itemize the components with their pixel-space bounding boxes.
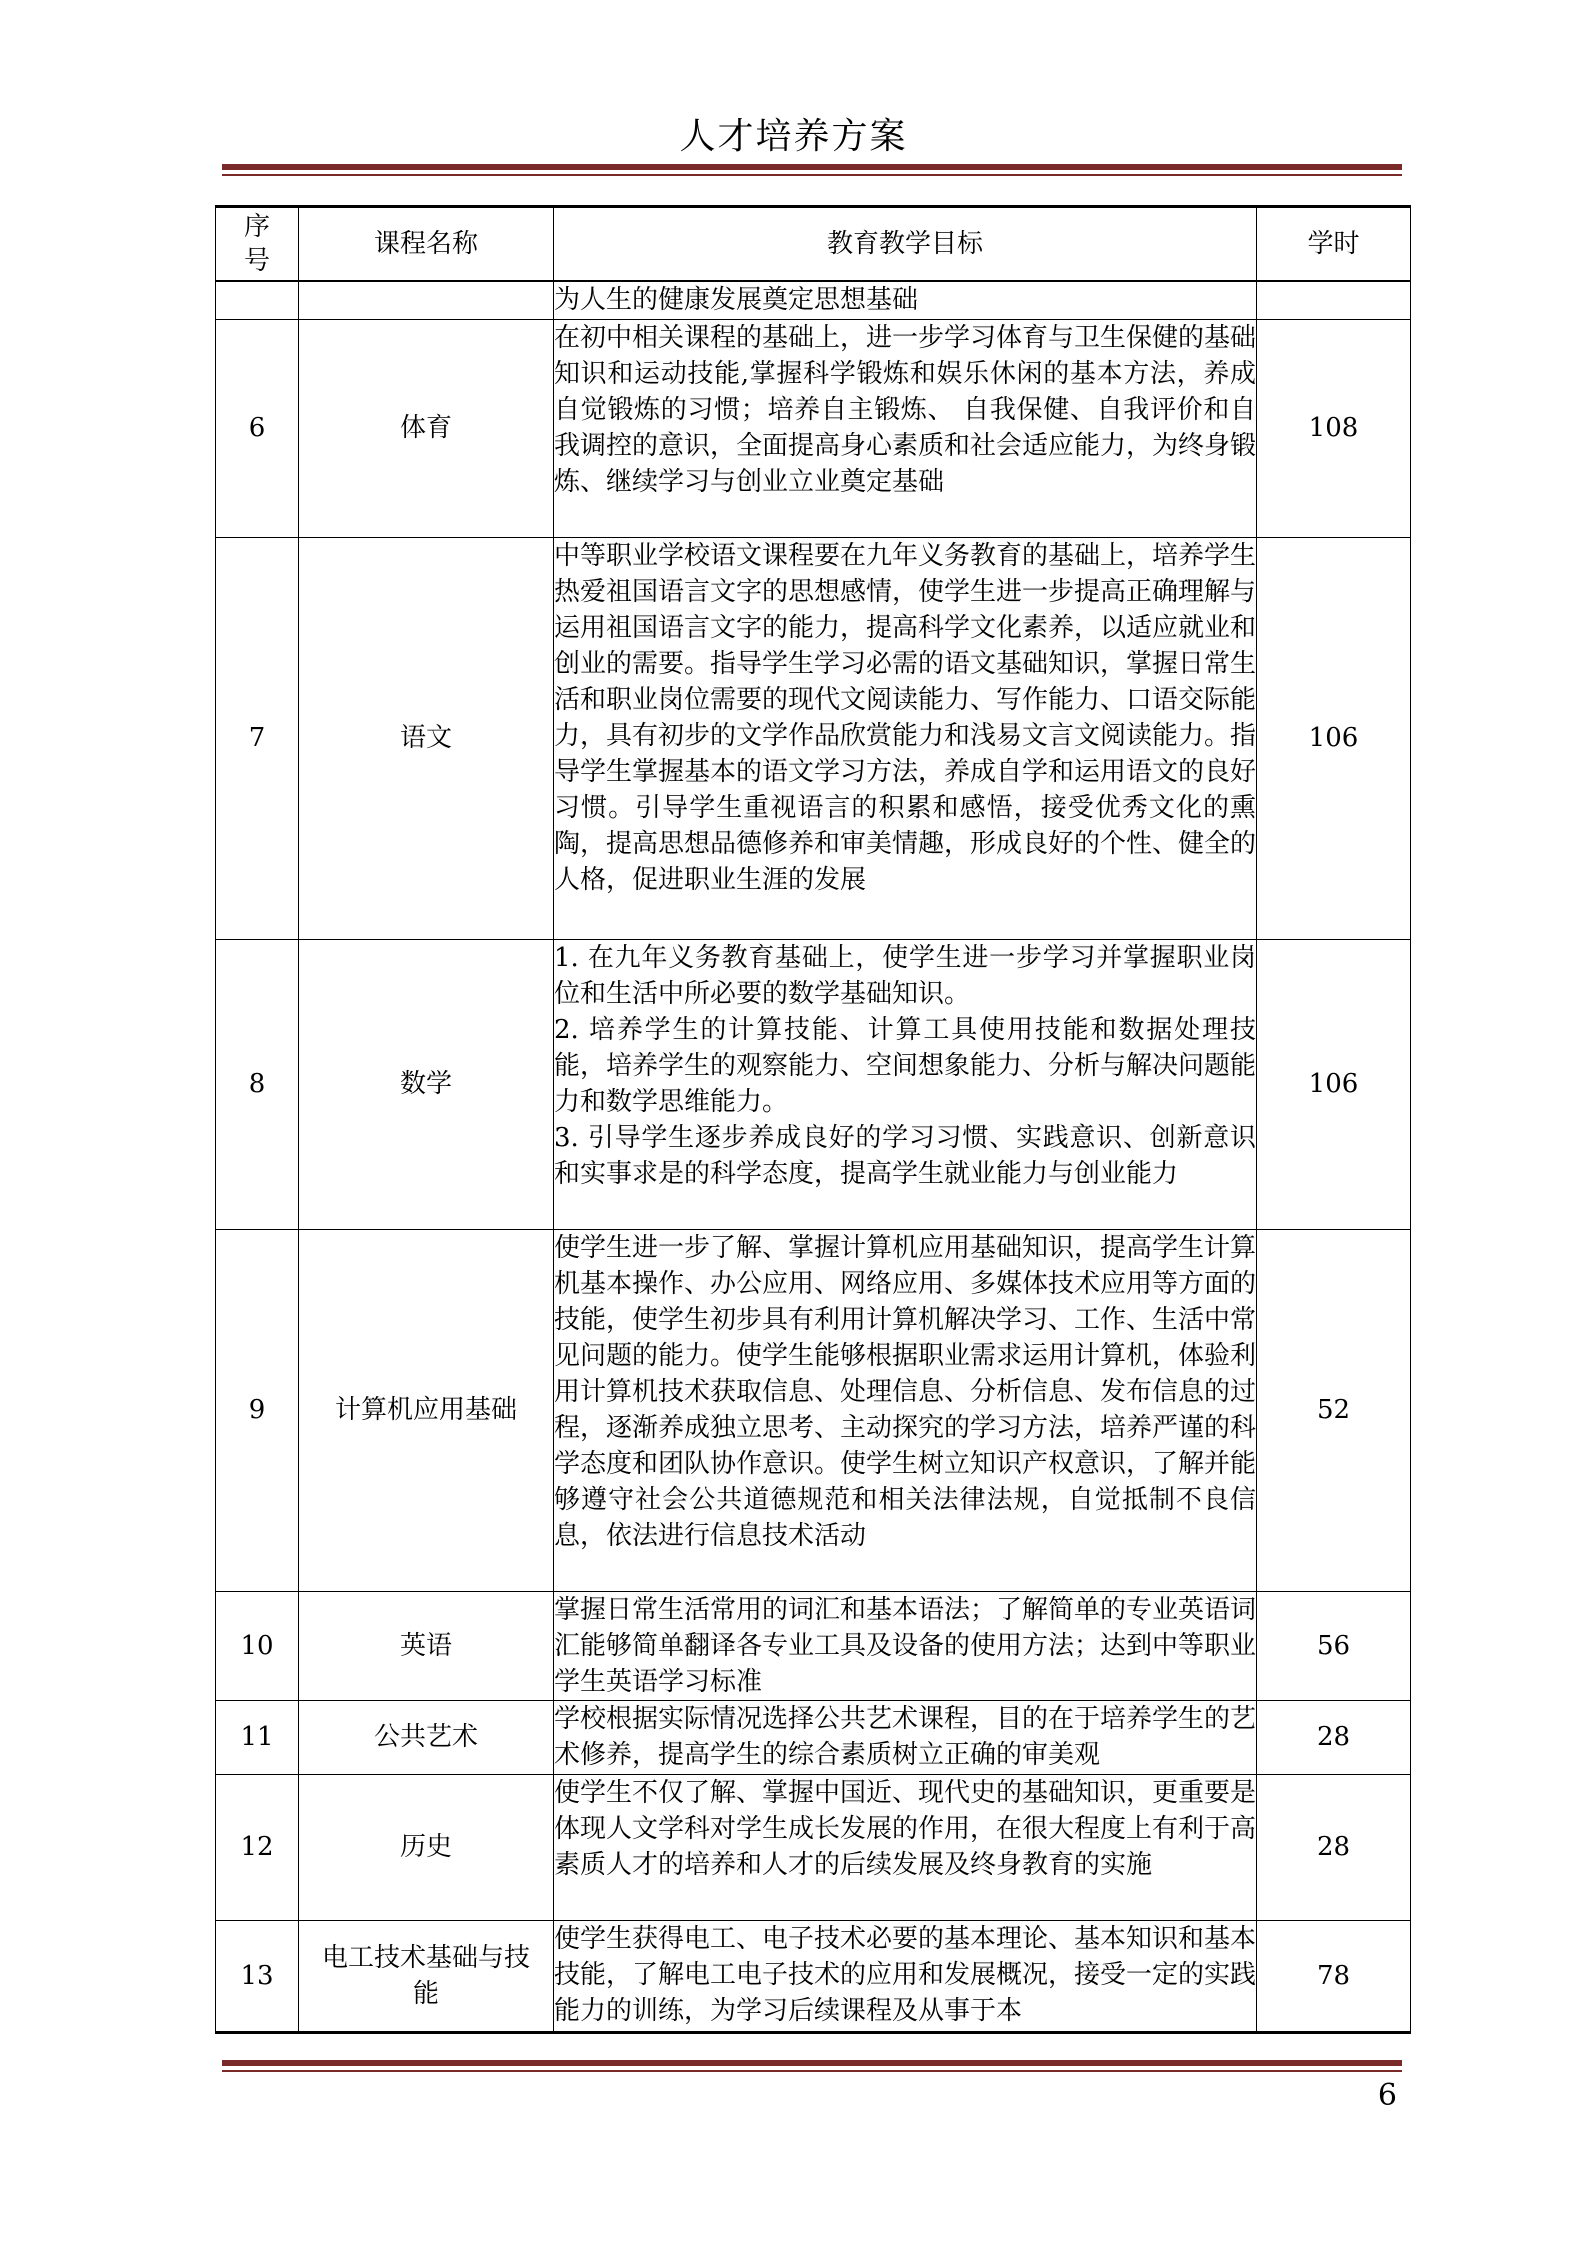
course-number: 7 (216, 537, 299, 939)
goal-paragraph: 掌握日常生活常用的词汇和基本语法；了解简单的专业英语词汇能够简单翻译各专业工具及设备的使用方法；达到中等职业学生英语学习标准 (554, 1594, 1257, 1697)
goal-paragraph: 使学生进一步了解、掌握计算机应用基础知识，提高学生计算机基本操作、办公应用、网络应用、多媒体技术应用等方面的技能，使学生初步具有利用计算机解决学习、工作、生活中常见问题的能力。使学生能够根据职业需求运用计算机，体验利用计算机技术获取信息、处理信息、分析信息、发布信息的过程，逐渐养成独立思考、主动探究的学习方法，培养严谨的科学态度和团队协作意识。使学生树立知识产权意识，了解并能够遵守社会公共道德规范和相关法律法规，自觉抵制不良信息，依法进行信息技术活动 (554, 1232, 1257, 1551)
goal-paragraph: 2. 培养学生的计算技能、计算工具使用技能和数据处理技能，培养学生的观察能力、空间想象能力、分析与解决问题能力和数学思维能力。 (554, 1014, 1257, 1117)
table-row (216, 537, 1411, 939)
course-goal (554, 1774, 1257, 1920)
goal-paragraph: 在初中相关课程的基础上，进一步学习体育与卫生保健的基础知识和运动技能,掌握科学锻炼和娱乐休闲的基本方法，养成自觉锻炼的习惯；培养自主锻炼、 自我保健、自我评价和自我调控的意识，全面提高身心素质和社会适应能力，为终身锻炼、继续学习与创业立业奠定基础 (554, 322, 1257, 497)
course-goal (554, 319, 1257, 537)
page-number: 6 (1377, 2078, 1397, 2113)
course-number (216, 281, 299, 319)
course-name (299, 281, 554, 319)
header-rule (222, 164, 1402, 176)
course-name: 历史 (299, 1774, 554, 1920)
course-name: 语文 (299, 537, 554, 939)
table-row (216, 281, 1411, 319)
course-number: 8 (216, 939, 299, 1229)
header-no: 序号 (216, 207, 299, 282)
goal-paragraph: 中等职业学校语文课程要在九年义务教育的基础上，培养学生热爱祖国语言文字的思想感情，使学生进一步提高正确理解与运用祖国语言文字的能力，提高科学文化素养，以适应就业和创业的需要。指导学生学习必需的语文基础知识，掌握日常生活和职业岗位需要的现代文阅读能力、写作能力、口语交际能力，具有初步的文学作品欣赏能力和浅易文言文阅读能力。指导学生掌握基本的语文学习方法，养成自学和运用语文的良好习惯。引导学生重视语言的积累和感悟，接受优秀文化的熏陶，提高思想品德修养和审美情趣，形成良好的个性、健全的人格，促进职业生涯的发展 (554, 540, 1257, 895)
header-hours: 学时 (1257, 207, 1411, 282)
course-goal (554, 1591, 1257, 1700)
table-row (216, 1700, 1411, 1774)
course-table (215, 205, 1411, 2034)
course-number: 10 (216, 1591, 299, 1700)
course-number: 6 (216, 319, 299, 537)
course-goal (554, 1700, 1257, 1774)
course-number: 9 (216, 1229, 299, 1591)
goal-paragraph: 使学生获得电工、电子技术必要的基本理论、基本知识和基本技能，了解电工电子技术的应用和发展概况，接受一定的实践能力的训练，为学习后续课程及从事于本 (554, 1923, 1257, 2026)
course-hours: 106 (1257, 939, 1411, 1229)
goal-paragraph: 1. 在九年义务教育基础上，使学生进一步学习并掌握职业岗位和生活中所必要的数学基础知识。 (554, 942, 1256, 1009)
course-hours: 106 (1257, 537, 1411, 939)
course-hours: 78 (1257, 1920, 1411, 2032)
course-goal (554, 1920, 1257, 2032)
course-goal (554, 939, 1257, 1229)
course-hours: 108 (1257, 319, 1411, 537)
course-goal (554, 537, 1257, 939)
course-number: 11 (216, 1700, 299, 1774)
course-goal (554, 1229, 1257, 1591)
table-row (216, 939, 1411, 1229)
course-name: 公共艺术 (299, 1700, 554, 1774)
course-hours: 56 (1257, 1591, 1411, 1700)
header-goal: 教育教学目标 (554, 207, 1257, 282)
course-goal (554, 281, 1257, 319)
footer-rule (222, 2060, 1402, 2072)
table-header-row (216, 207, 1411, 282)
table-row (216, 319, 1411, 537)
course-hours: 28 (1257, 1700, 1411, 1774)
course-name: 计算机应用基础 (299, 1229, 554, 1591)
table-row (216, 1591, 1411, 1700)
course-number: 13 (216, 1920, 299, 2032)
course-name: 体育 (299, 319, 554, 537)
course-name: 电工技术基础与技能 (299, 1920, 554, 2032)
table-row (216, 1920, 1411, 2032)
header-course-name: 课程名称 (299, 207, 554, 282)
course-number: 12 (216, 1774, 299, 1920)
course-hours: 52 (1257, 1229, 1411, 1591)
table-row (216, 1229, 1411, 1591)
goal-paragraph: 学校根据实际情况选择公共艺术课程，目的在于培养学生的艺术修养，提高学生的综合素质树立正确的审美观 (554, 1703, 1257, 1770)
page-title: 人才培养方案 (679, 116, 908, 157)
course-name: 英语 (299, 1591, 554, 1700)
course-hours: 28 (1257, 1774, 1411, 1920)
course-hours (1257, 281, 1411, 319)
table-row (216, 1774, 1411, 1920)
goal-paragraph: 使学生不仅了解、掌握中国近、现代史的基础知识，更重要是体现人文学科对学生成长发展的作用，在很大程度上有利于高素质人才的培养和人才的后续发展及终身教育的实施 (554, 1777, 1257, 1880)
goal-paragraph: 3. 引导学生逐步养成良好的学习习惯、实践意识、创新意识和实事求是的科学态度，提高学生就业能力与创业能力 (554, 1122, 1256, 1189)
goal-paragraph: 为人生的健康发展奠定思想基础 (554, 285, 919, 315)
course-name: 数学 (299, 939, 554, 1229)
